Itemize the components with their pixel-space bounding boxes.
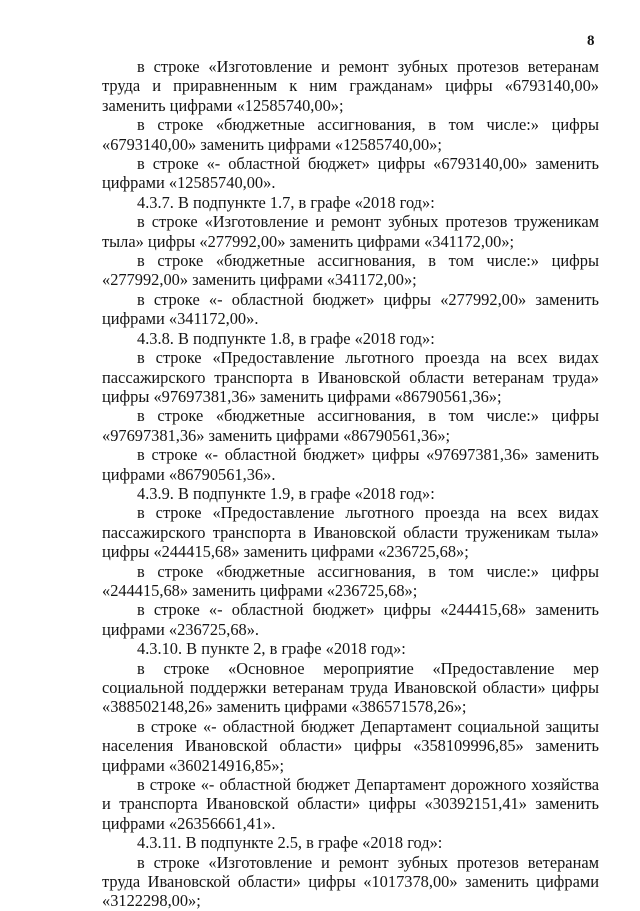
document-body — [102, 57, 599, 911]
page-number: 8 — [587, 33, 595, 49]
paragraph: 4.3.8. В подпункте 1.8, в графе «2018 год»: — [137, 328, 435, 348]
paragraph: 4.3.11. В подпункте 2.5, в графе «2018 год»: — [137, 833, 443, 853]
paragraph: в строке «Изготовление и ремонт зубных протезов труженикам тыла» цифры «277992,00» заменить цифрами «341172,00»; — [102, 212, 599, 251]
paragraph: в строке «Изготовление и ремонт зубных протезов ветеранам труда Ивановской области» цифры «1017378,00» заменить цифрами «3122298,00»; — [102, 852, 599, 911]
paragraph: в строке «- областной бюджет Департамент социальной защиты населения Ивановской области» цифры «358109996,85» заменить цифрами «360214916,85»; — [102, 716, 599, 775]
paragraph: 4.3.10. В пункте 2, в графе «2018 год»: — [137, 639, 406, 659]
paragraph: в строке «- областной бюджет» цифры «244415,68» заменить цифрами «236725,68». — [102, 600, 599, 639]
paragraph: в строке «- областной бюджет» цифры «6793140,00» заменить цифрами «12585740,00». — [102, 154, 599, 193]
paragraph: 4.3.7. В подпункте 1.7, в графе «2018 год»: — [137, 192, 435, 212]
paragraph: в строке «бюджетные ассигнования, в том числе:» цифры «277992,00» заменить цифрами «341172,00»; — [102, 251, 599, 290]
paragraph: в строке «бюджетные ассигнования, в том числе:» цифры «244415,68» заменить цифрами «236725,68»; — [102, 561, 599, 600]
paragraph: в строке «бюджетные ассигнования, в том числе:» цифры «97697381,36» заменить цифрами «86790561,36»; — [102, 406, 599, 445]
paragraph: в строке «Изготовление и ремонт зубных протезов ветеранам труда и приравненным к ним гражданам» цифры «6793140,00» заменить цифрами «12585740,00»; — [102, 57, 599, 115]
paragraph: в строке «Предоставление льготного проезда на всех видах пассажирского транспорта в Ивановской области ветеранам труда» цифры «97697381,36» заменить цифрами «86790561,36»; — [102, 348, 599, 406]
paragraph: в строке «- областной бюджет Департамент дорожного хозяйства и транспорта Ивановской области» цифры «30392151,41» заменить цифрами «26356661,41». — [102, 775, 599, 833]
paragraph: в строке «Основное мероприятие «Предоставление мер социальной поддержки ветеранам труда Ивановской области» цифры «388502148,26» заменить цифрами «386571578,26»; — [102, 658, 599, 717]
paragraph: в строке «- областной бюджет» цифры «277992,00» заменить цифрами «341172,00». — [102, 289, 599, 329]
paragraph: в строке «бюджетные ассигнования, в том числе:» цифры «6793140,00» заменить цифрами «12585740,00»; — [102, 115, 599, 154]
paragraph: в строке «Предоставление льготного проезда на всех видах пассажирского транспорта в Ивановской области труженикам тыла» цифры «244415,68» заменить цифрами «236725,68»; — [102, 503, 599, 562]
paragraph: 4.3.9. В подпункте 1.9, в графе «2018 год»: — [137, 483, 435, 503]
paragraph: в строке «- областной бюджет» цифры «97697381,36» заменить цифрами «86790561,36». — [102, 445, 599, 484]
